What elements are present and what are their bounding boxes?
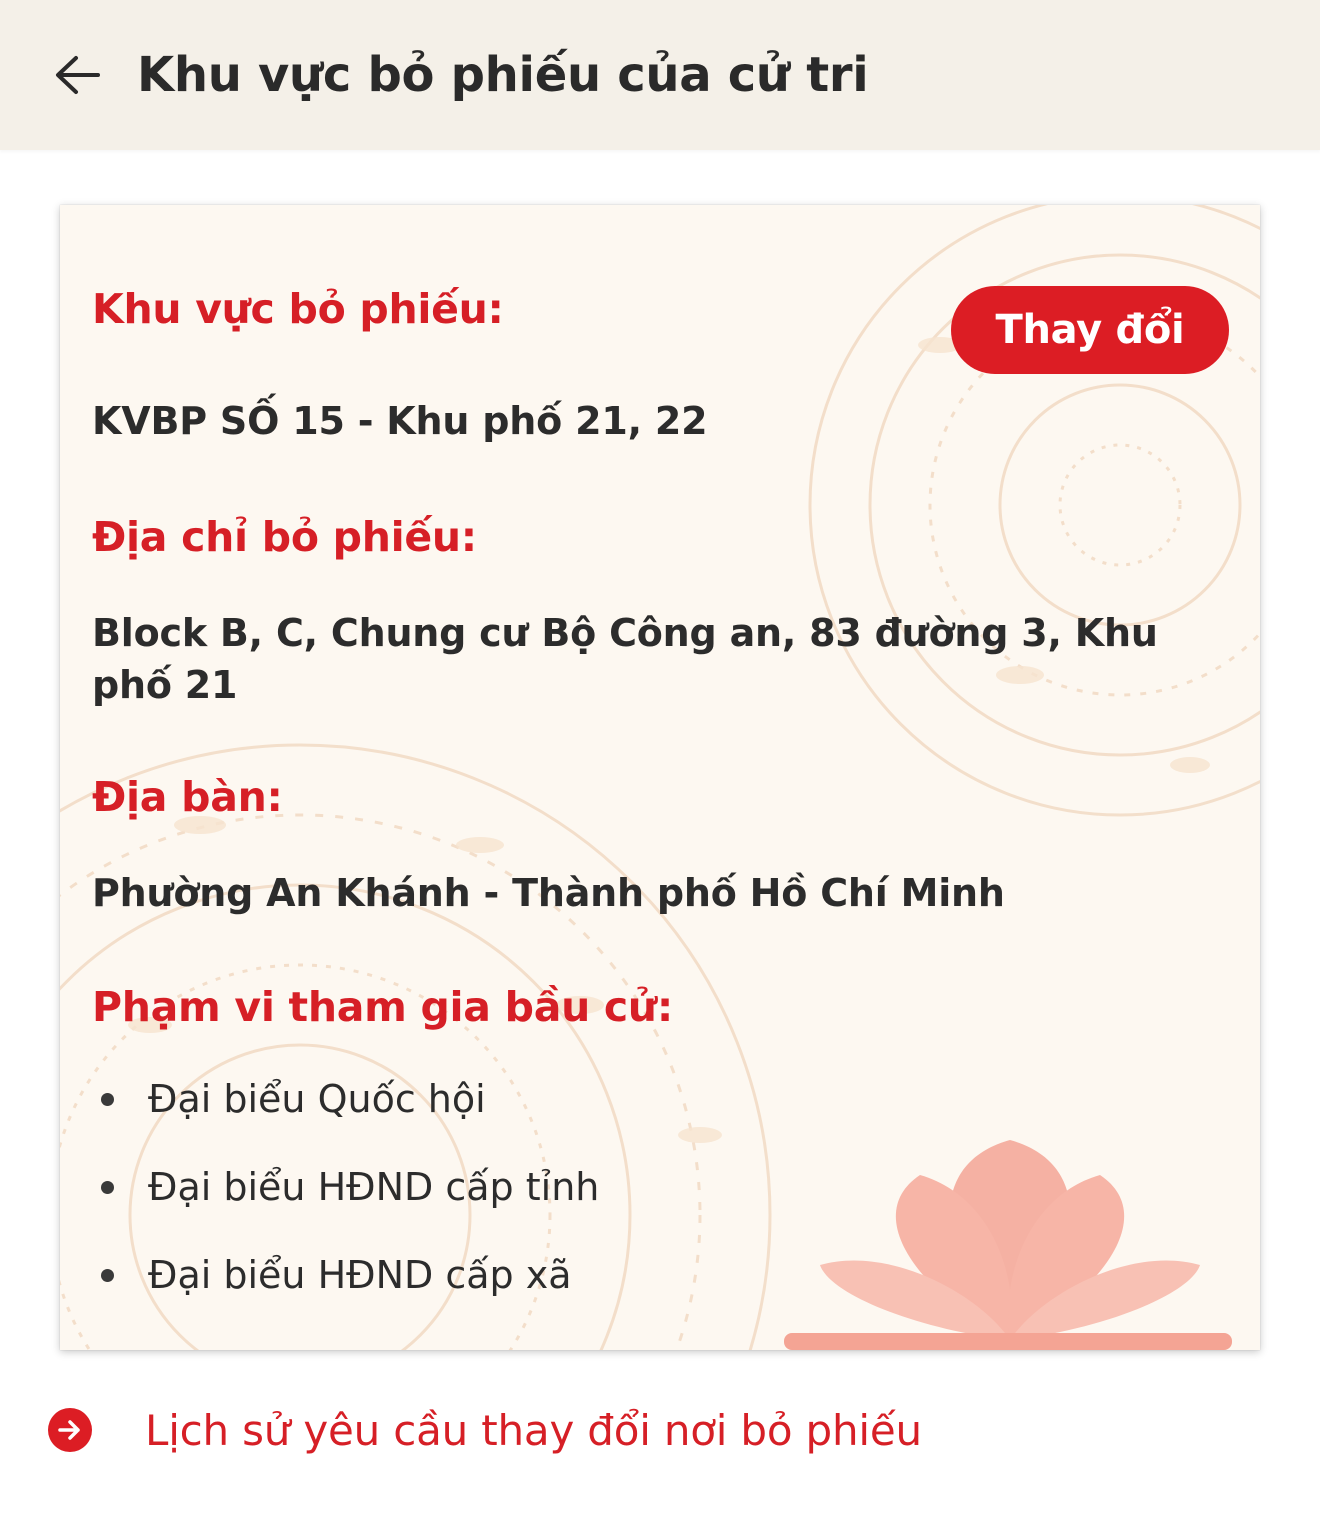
locality-value: Phường An Khánh - Thành phố Hồ Chí Minh — [92, 871, 1005, 915]
election-scope-label: Phạm vi tham gia bầu cử: — [92, 983, 673, 1031]
election-scope-list — [92, 1063, 599, 1327]
lotus-flower-decoration — [784, 1140, 1232, 1350]
voting-address-value: Block B, C, Chung cư Bộ Công an, 83 đường 3, Khu phố 21 — [92, 611, 1158, 707]
voting-address-label: Địa chỉ bỏ phiếu: — [92, 513, 477, 561]
scope-item-provincial-council — [92, 1151, 599, 1239]
bullet-icon — [101, 1181, 114, 1194]
bullet-icon — [101, 1269, 114, 1282]
bullet-icon — [101, 1093, 114, 1106]
page-title: Khu vực bỏ phiếu của cử tri — [137, 47, 869, 103]
scope-item-label: Đại biểu HĐND cấp xã — [148, 1253, 572, 1297]
change-request-history-link[interactable] — [48, 1400, 922, 1460]
arrow-left-icon — [54, 55, 100, 95]
back-button[interactable] — [44, 42, 110, 108]
voter-area-card — [60, 205, 1260, 1350]
change-button[interactable]: Thay đổi — [951, 286, 1229, 374]
voting-area-label: Khu vực bỏ phiếu: — [92, 285, 504, 333]
voting-area-value: KVBP SỐ 15 - Khu phố 21, 22 — [92, 399, 708, 443]
history-link-label: Lịch sử yêu cầu thay đổi nơi bỏ phiếu — [145, 1405, 922, 1455]
scope-item-label: Đại biểu Quốc hội — [148, 1077, 486, 1121]
scope-item-commune-council — [92, 1239, 599, 1327]
locality-label: Địa bàn: — [92, 773, 283, 821]
scope-item-label: Đại biểu HĐND cấp tỉnh — [148, 1165, 600, 1209]
arrow-circle-right-icon — [48, 1408, 92, 1452]
app-header — [0, 0, 1320, 150]
scope-item-national-assembly — [92, 1063, 599, 1151]
